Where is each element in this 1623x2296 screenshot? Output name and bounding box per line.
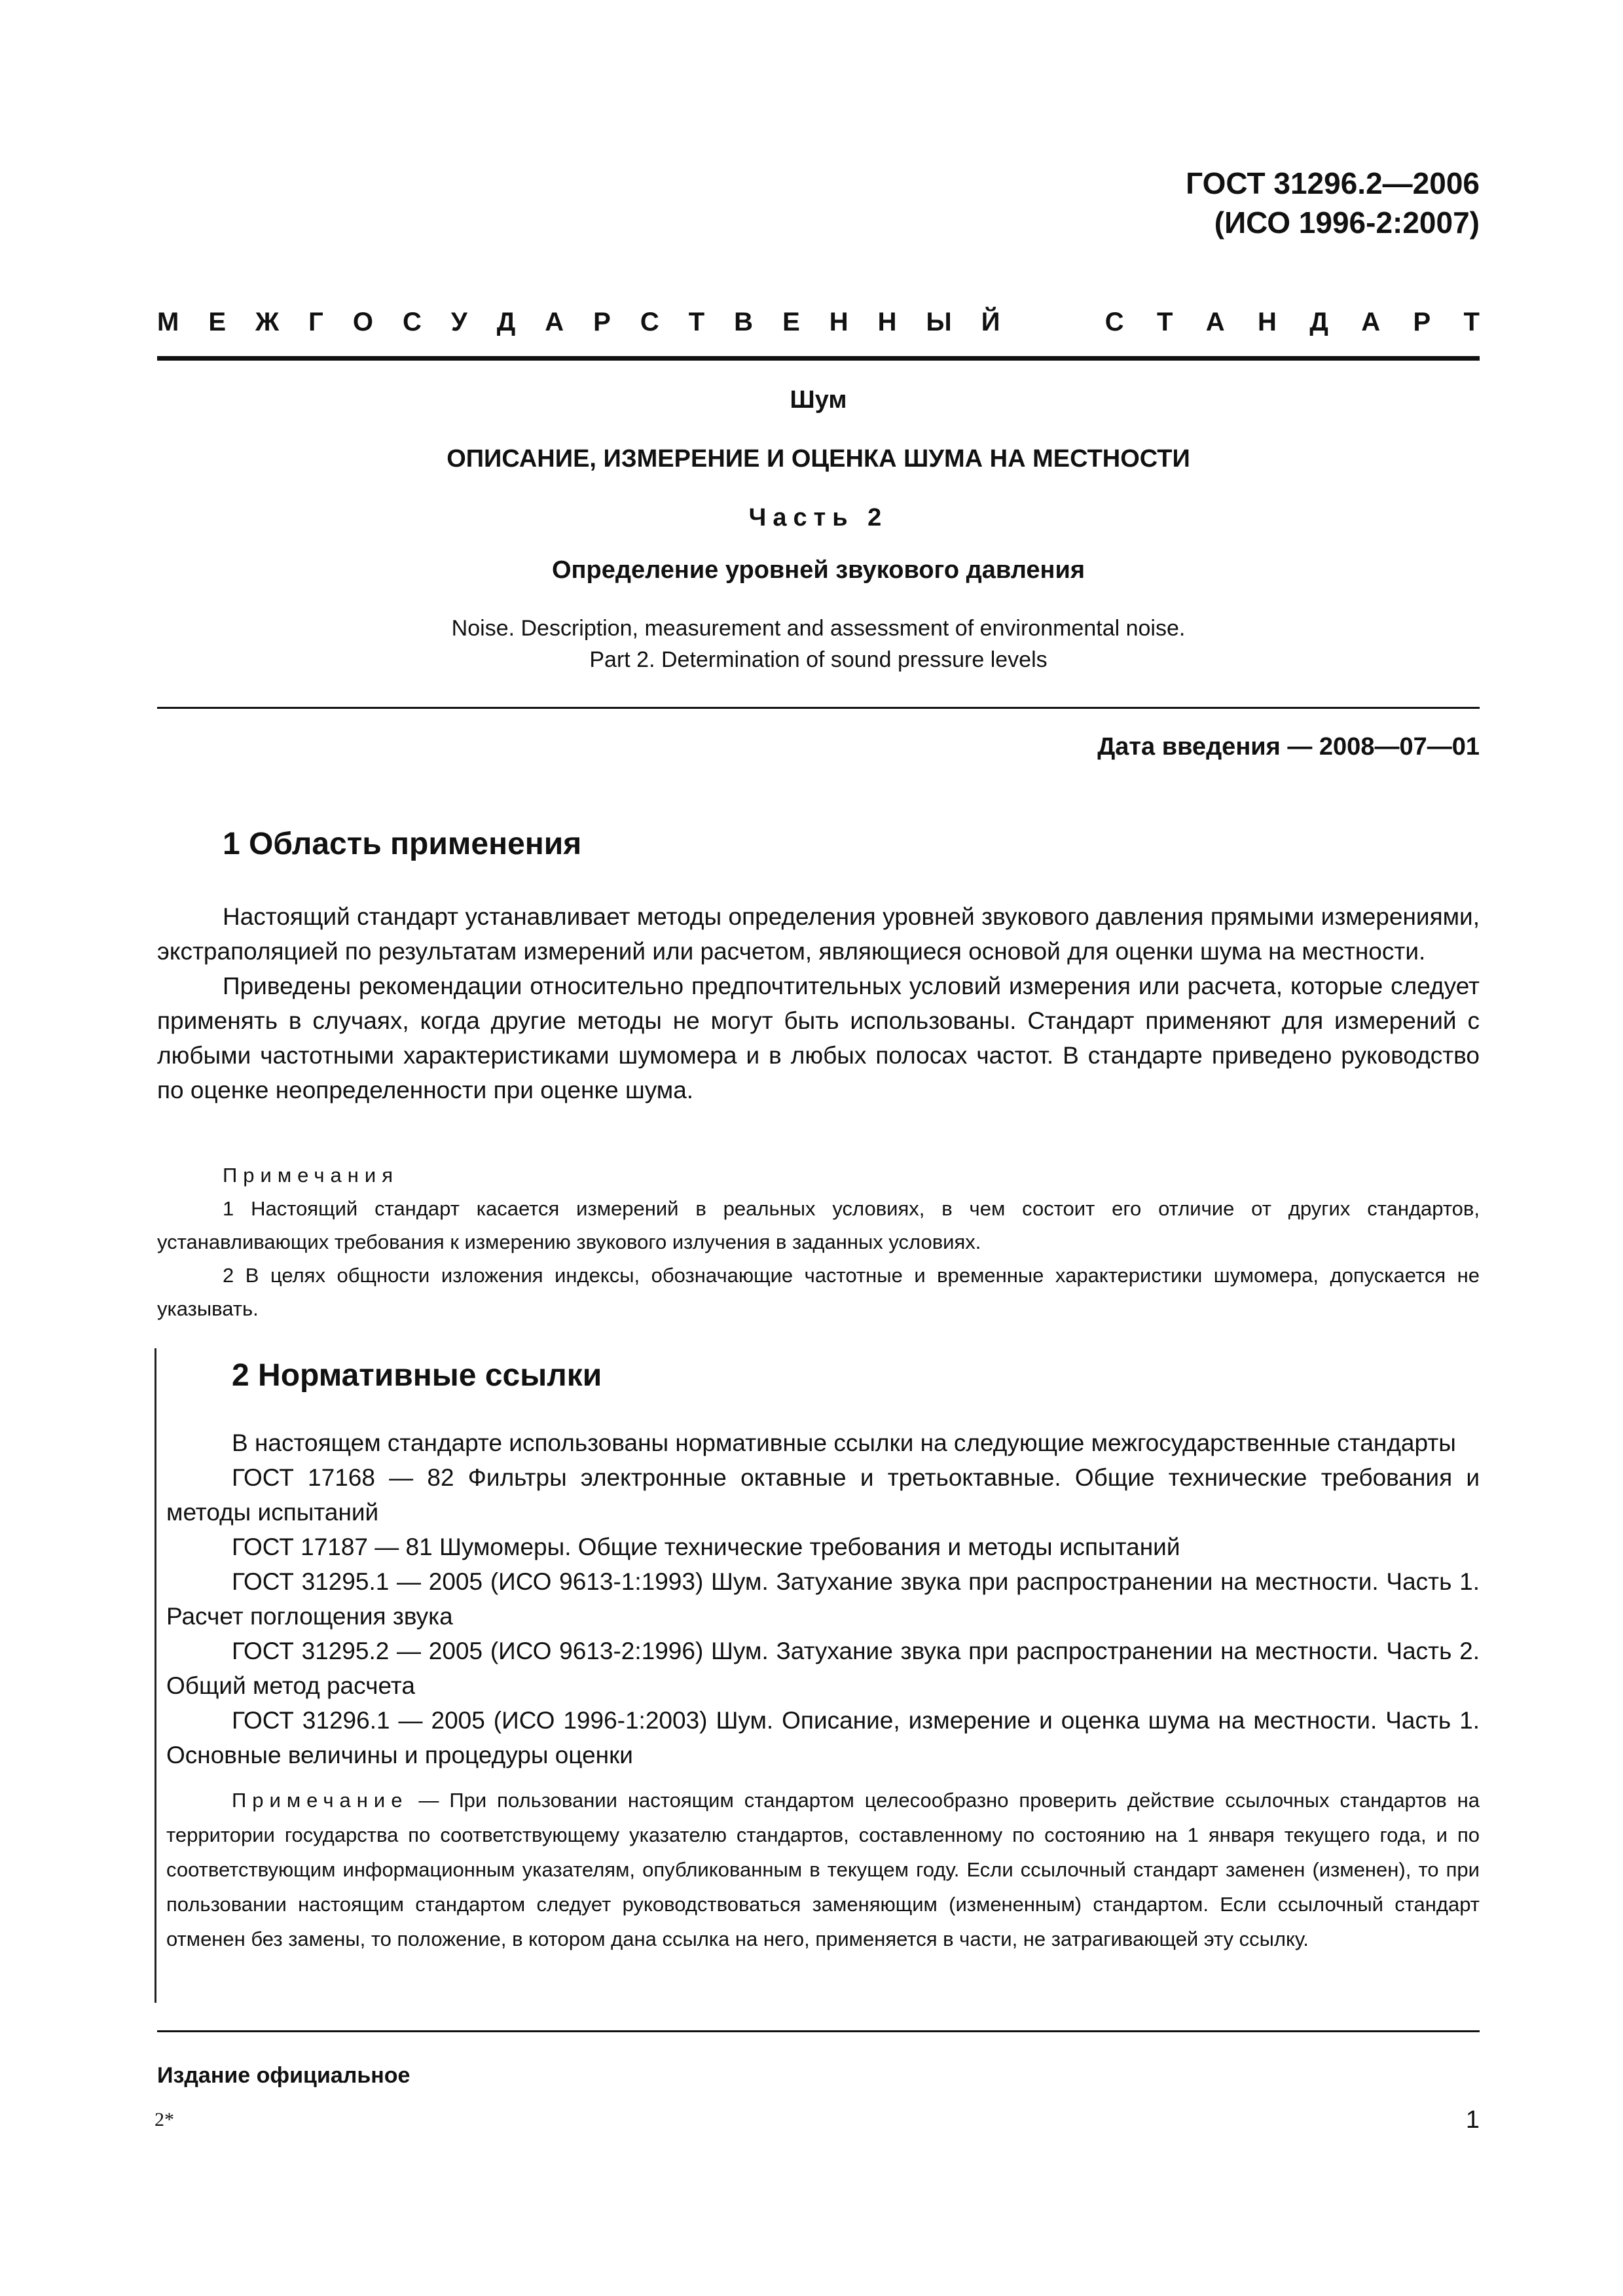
standard-type-word-1: М Е Ж Г О С У Д А Р С Т В Е Н Н Ы Й <box>157 308 1000 336</box>
note-text: — При пользовании настоящим стандартом целесообразно проверить действие ссылочных стандартов на территории государства по соответствующему указателю стандартов, составленному по состоянию на 1 января текущего года, и по соответствующим информационным указателям, опубликованным в текущем году. Если ссылочный стандарт заменен (изменен), то при пользовании настоящим стандартом следует руководствоваться заменяющим (измененным) стандартом. Если ссылочный стандарт отменен без замены, то положение, в котором дана ссылка на него, применяется в части, не затрагивающей эту ссылку. <box>166 1789 1480 1950</box>
gost-number: ГОСТ 31296.2—2006 <box>1186 166 1480 200</box>
reference-item: ГОСТ 17187 — 81 Шумомеры. Общие технические требования и методы испытаний <box>232 1534 1180 1560</box>
title-rule <box>157 707 1480 709</box>
note-label: Примечание <box>232 1789 409 1812</box>
section-1-body <box>157 899 1480 1107</box>
notes-label: Примечания <box>223 1164 399 1187</box>
title-english-line-1: Noise. Description, measurement and assessment of environmental noise. <box>451 616 1186 641</box>
header-rule <box>157 356 1480 361</box>
title-english <box>157 613 1480 675</box>
section-2-body <box>166 1426 1480 1772</box>
reference-item: ГОСТ 17168 — 82 Фильтры электронные октавные и третьоктавные. Общие технические требования и методы испытаний <box>166 1464 1480 1526</box>
reference-item: ГОСТ 31296.1 — 2005 (ИСО 1996-1:2003) Шум. Описание, измерение и оценка шума на местности. Часть 1. Основные величины и процедуры оценки <box>166 1707 1480 1768</box>
title-english-line-2: Part 2. Determination of sound pressure levels <box>589 647 1048 672</box>
footer-rule <box>157 2030 1480 2032</box>
edition-label: Издание официальное <box>157 2063 410 2088</box>
section-1-paragraph: Приведены рекомендации относительно предпочтительных условий измерения или расчета, которые следует применять в случаях, когда другие методы не могут быть использованы. Стандарт применяют для измерений с любыми частотными характеристиками шумомера и в любых полосах частот. В стандарте приведено руководство по оценке неопределенности при оценке шума. <box>157 973 1480 1103</box>
iso-number: (ИСО 1996-2:2007) <box>1214 206 1480 240</box>
standard-type-heading <box>157 308 1480 337</box>
reference-item: ГОСТ 31295.2 — 2005 (ИСО 9613-2:1996) Шум. Затухание звука при распространении на местности. Часть 2. Общий метод расчета <box>166 1638 1480 1699</box>
note-item: 1 Настоящий стандарт касается измерений в реальных условиях, в чем состоит его отличие от других стандартов, устанавливающих требования к измерению звукового излучения в заданных условиях. <box>157 1197 1480 1253</box>
note-item: 2 В целях общности изложения индексы, обозначающие частотные и временные характеристики шумомера, допускается не указывать. <box>157 1264 1480 1320</box>
section-2-heading: 2 Нормативные ссылки <box>232 1358 602 1393</box>
title-main: ОПИСАНИЕ, ИЗМЕРЕНИЕ И ОЦЕНКА ШУМА НА МЕСТНОСТИ <box>447 445 1190 473</box>
change-bar <box>155 1348 156 2003</box>
date-of-introduction: Дата введения — 2008—07—01 <box>1097 733 1480 761</box>
section-1-notes <box>157 1158 1480 1325</box>
page-number: 1 <box>1465 2106 1480 2134</box>
standard-type-word-2: С Т А Н Д А Р Т <box>1104 308 1480 336</box>
title-subject: Шум <box>790 386 847 414</box>
document-code <box>157 164 1480 242</box>
section-2-note <box>166 1783 1480 1956</box>
title-subtitle: Определение уровней звукового давления <box>551 556 1085 584</box>
section-2-intro: В настоящем стандарте использованы нормативные ссылки на следующие межгосударственные стандарты <box>232 1429 1456 1456</box>
reference-item: ГОСТ 31295.1 — 2005 (ИСО 9613-1:1993) Шум. Затухание звука при распространении на местности. Часть 1. Расчет поглощения звука <box>166 1568 1480 1630</box>
title-part: Часть 2 <box>748 504 888 531</box>
section-1-paragraph: Настоящий стандарт устанавливает методы определения уровней звукового давления прямыми измерениями, экстраполяцией по результатам измерений или расчетом, являющиеся основой для оценки шума на местности. <box>157 903 1480 965</box>
section-1-heading: 1 Область применения <box>223 827 582 861</box>
footer-mark: 2* <box>155 2109 174 2130</box>
